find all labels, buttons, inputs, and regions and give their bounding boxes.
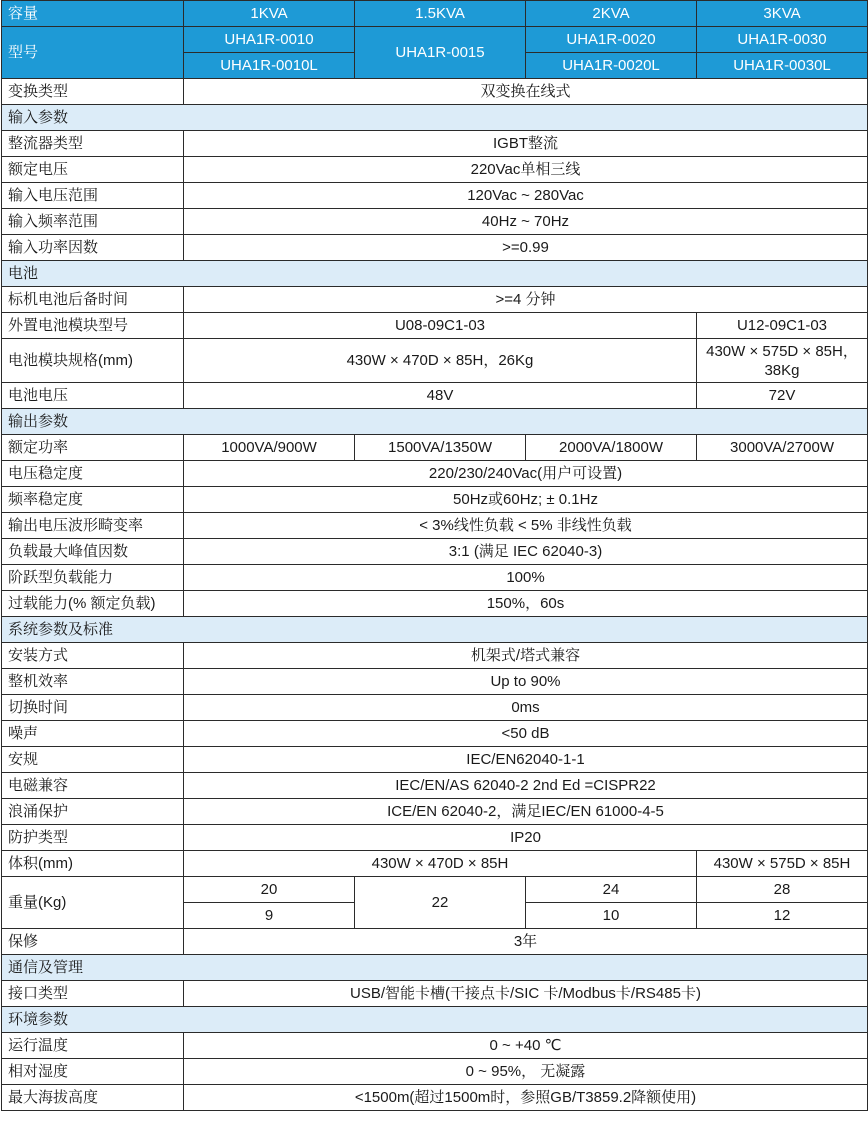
humidity-label: 相对湿度 xyxy=(2,1059,184,1085)
backup-time-label: 标机电池后备时间 xyxy=(2,287,184,313)
power-factor-value: >=0.99 xyxy=(184,235,868,261)
crest-factor-label: 负载最大峰值因数 xyxy=(2,539,184,565)
rectifier-value: IGBT整流 xyxy=(184,131,868,157)
rectifier-label: 整流器类型 xyxy=(2,131,184,157)
table-row xyxy=(2,721,868,747)
capacity-row xyxy=(2,1,868,27)
section-row xyxy=(2,105,868,131)
freq-range-value: 40Hz ~ 70Hz xyxy=(184,209,868,235)
table-row xyxy=(2,1033,868,1059)
table-row xyxy=(2,695,868,721)
rated-power-1kva: 1000VA/900W xyxy=(184,435,355,461)
overload-value: 150%，60s xyxy=(184,591,868,617)
section-input: 输入参数 xyxy=(2,105,868,131)
mounting-label: 安装方式 xyxy=(2,643,184,669)
section-system: 系统参数及标准 xyxy=(2,617,868,643)
emc-label: 电磁兼容 xyxy=(2,773,184,799)
spec-table xyxy=(1,0,868,1111)
module-model-value-b: U12-09C1-03 xyxy=(697,313,868,339)
voltage-stability-label: 电压稳定度 xyxy=(2,461,184,487)
surge-value: ICE/EN 62040-2，满足IEC/EN 61000-4-5 xyxy=(184,799,868,825)
capacity-1-5kva: 1.5KVA xyxy=(355,1,526,27)
temperature-value: 0 ~ +40 ℃ xyxy=(184,1033,868,1059)
table-row xyxy=(2,851,868,877)
voltage-range-label: 输入电压范围 xyxy=(2,183,184,209)
module-spec-value-b: 430W × 575D × 85H，38Kg xyxy=(697,339,868,383)
table-row xyxy=(2,591,868,617)
table-row xyxy=(2,339,868,383)
warranty-value: 3年 xyxy=(184,929,868,955)
capacity-label: 容量 xyxy=(2,1,184,27)
efficiency-label: 整机效率 xyxy=(2,669,184,695)
table-row xyxy=(2,981,868,1007)
model-1kva-a: UHA1R-0010 xyxy=(184,27,355,53)
temperature-label: 运行温度 xyxy=(2,1033,184,1059)
table-row xyxy=(2,799,868,825)
table-row xyxy=(2,383,868,409)
distortion-value: < 3%线性负载 < 5% 非线性负载 xyxy=(184,513,868,539)
battery-voltage-value-b: 72V xyxy=(697,383,868,409)
section-output: 输出参数 xyxy=(2,409,868,435)
table-row xyxy=(2,877,868,903)
volume-value-b: 430W × 575D × 85H xyxy=(697,851,868,877)
table-row xyxy=(2,183,868,209)
warranty-label: 保修 xyxy=(2,929,184,955)
section-row xyxy=(2,955,868,981)
protection-value: IP20 xyxy=(184,825,868,851)
rated-power-3kva: 3000VA/2700W xyxy=(697,435,868,461)
table-row xyxy=(2,669,868,695)
transfer-time-label: 切换时间 xyxy=(2,695,184,721)
protection-label: 防护类型 xyxy=(2,825,184,851)
weight-3kva-b: 12 xyxy=(697,903,868,929)
rated-power-2kva: 2000VA/1800W xyxy=(526,435,697,461)
table-row xyxy=(2,287,868,313)
table-row xyxy=(2,539,868,565)
table-row xyxy=(2,209,868,235)
capacity-2kva: 2KVA xyxy=(526,1,697,27)
emc-value: IEC/EN/AS 62040-2 2nd Ed =CISPR22 xyxy=(184,773,868,799)
freq-stability-value: 50Hz或60Hz; ± 0.1Hz xyxy=(184,487,868,513)
transfer-time-value: 0ms xyxy=(184,695,868,721)
backup-time-value: >=4 分钟 xyxy=(184,287,868,313)
battery-voltage-value-a: 48V xyxy=(184,383,697,409)
freq-stability-label: 频率稳定度 xyxy=(2,487,184,513)
module-spec-value-a: 430W × 470D × 85H，26Kg xyxy=(184,339,697,383)
step-load-label: 阶跃型负载能力 xyxy=(2,565,184,591)
altitude-value: <1500m(超过1500m时，参照GB/T3859.2降额使用) xyxy=(184,1085,868,1111)
weight-2kva-b: 10 xyxy=(526,903,697,929)
section-row xyxy=(2,261,868,287)
table-row xyxy=(2,773,868,799)
table-row xyxy=(2,1085,868,1111)
model-3kva-a: UHA1R-0030 xyxy=(697,27,868,53)
safety-value: IEC/EN62040-1-1 xyxy=(184,747,868,773)
table-row xyxy=(2,747,868,773)
section-comm: 通信及管理 xyxy=(2,955,868,981)
table-row xyxy=(2,313,868,339)
rated-voltage-value: 220Vac单相三线 xyxy=(184,157,868,183)
table-row xyxy=(2,929,868,955)
humidity-value: 0 ~ 95%， 无凝露 xyxy=(184,1059,868,1085)
table-row xyxy=(2,79,868,105)
weight-label: 重量(Kg) xyxy=(2,877,184,929)
voltage-stability-value: 220/230/240Vac(用户可设置) xyxy=(184,461,868,487)
safety-label: 安规 xyxy=(2,747,184,773)
table-row xyxy=(2,435,868,461)
section-row xyxy=(2,1007,868,1033)
capacity-1kva: 1KVA xyxy=(184,1,355,27)
table-row xyxy=(2,157,868,183)
section-env: 环境参数 xyxy=(2,1007,868,1033)
model-2kva-a: UHA1R-0020 xyxy=(526,27,697,53)
weight-2kva-a: 24 xyxy=(526,877,697,903)
table-row xyxy=(2,235,868,261)
model-label: 型号 xyxy=(2,27,184,79)
table-row xyxy=(2,643,868,669)
conversion-value: 双变换在线式 xyxy=(184,79,868,105)
interface-label: 接口类型 xyxy=(2,981,184,1007)
power-factor-label: 输入功率因数 xyxy=(2,235,184,261)
freq-range-label: 输入频率范围 xyxy=(2,209,184,235)
table-row xyxy=(2,131,868,157)
noise-value: <50 dB xyxy=(184,721,868,747)
interface-value: USB/智能卡槽(干接点卡/SIC 卡/Modbus卡/RS485卡) xyxy=(184,981,868,1007)
module-spec-label: 电池模块规格(mm) xyxy=(2,339,184,383)
model-1kva-b: UHA1R-0010L xyxy=(184,53,355,79)
section-battery: 电池 xyxy=(2,261,868,287)
efficiency-value: Up to 90% xyxy=(184,669,868,695)
table-row xyxy=(2,825,868,851)
table-row xyxy=(2,565,868,591)
weight-3kva-a: 28 xyxy=(697,877,868,903)
noise-label: 噪声 xyxy=(2,721,184,747)
step-load-value: 100% xyxy=(184,565,868,591)
volume-label: 体积(mm) xyxy=(2,851,184,877)
module-model-label: 外置电池模块型号 xyxy=(2,313,184,339)
model-3kva-b: UHA1R-0030L xyxy=(697,53,868,79)
mounting-value: 机架式/塔式兼容 xyxy=(184,643,868,669)
table-row xyxy=(2,487,868,513)
section-row xyxy=(2,409,868,435)
volume-value-a: 430W × 470D × 85H xyxy=(184,851,697,877)
weight-1kva-b: 9 xyxy=(184,903,355,929)
battery-voltage-label: 电池电压 xyxy=(2,383,184,409)
surge-label: 浪涌保护 xyxy=(2,799,184,825)
rated-power-1-5kva: 1500VA/1350W xyxy=(355,435,526,461)
distortion-label: 输出电压波形畸变率 xyxy=(2,513,184,539)
weight-1-5kva: 22 xyxy=(355,877,526,929)
model-2kva-b: UHA1R-0020L xyxy=(526,53,697,79)
rated-voltage-label: 额定电压 xyxy=(2,157,184,183)
module-model-value-a: U08-09C1-03 xyxy=(184,313,697,339)
altitude-label: 最大海拔高度 xyxy=(2,1085,184,1111)
table-row xyxy=(2,1059,868,1085)
section-row xyxy=(2,617,868,643)
table-row xyxy=(2,461,868,487)
model-row xyxy=(2,27,868,53)
conversion-label: 变换类型 xyxy=(2,79,184,105)
voltage-range-value: 120Vac ~ 280Vac xyxy=(184,183,868,209)
weight-1kva-a: 20 xyxy=(184,877,355,903)
rated-power-label: 额定功率 xyxy=(2,435,184,461)
crest-factor-value: 3:1 (满足 IEC 62040-3) xyxy=(184,539,868,565)
overload-label: 过载能力(% 额定负载) xyxy=(2,591,184,617)
table-row xyxy=(2,513,868,539)
model-1-5kva: UHA1R-0015 xyxy=(355,27,526,79)
capacity-3kva: 3KVA xyxy=(697,1,868,27)
